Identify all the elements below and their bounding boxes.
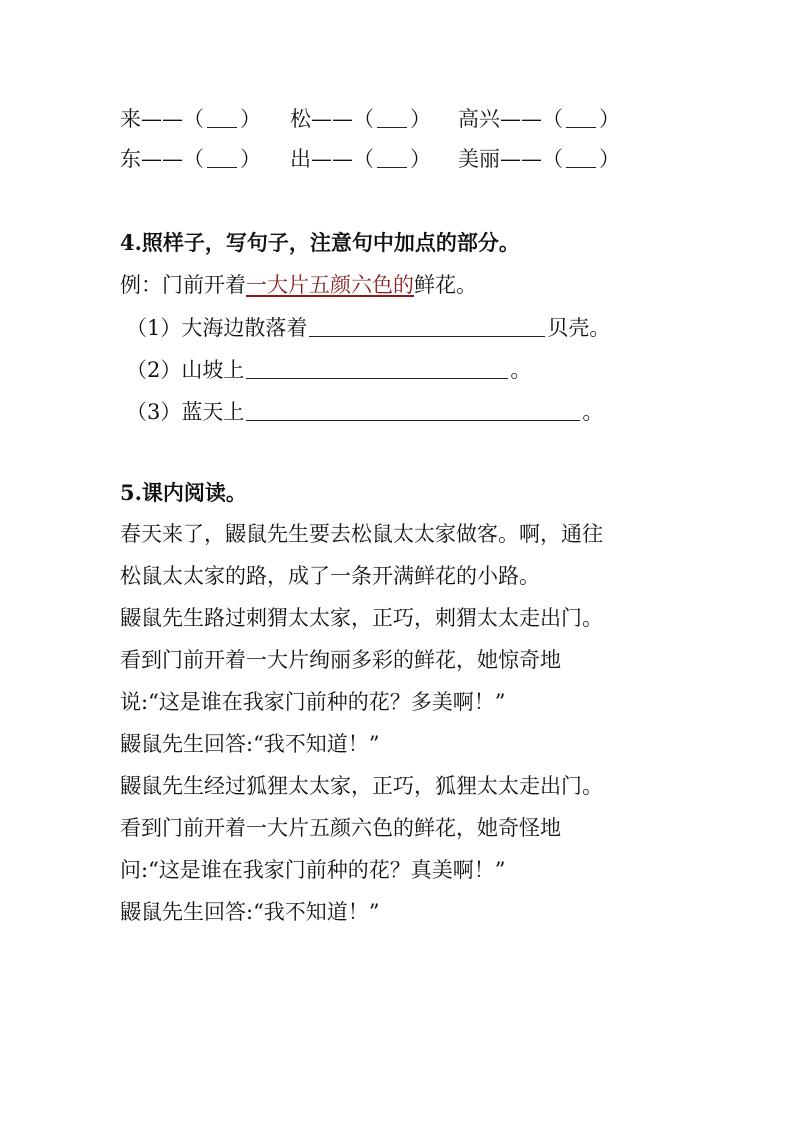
reading-line: 鼹鼠先生回答:“我不知道！” xyxy=(120,900,380,924)
antonym-item: 东——（ ） xyxy=(120,147,261,171)
exercise-item-1: （1）大海边散落着 贝壳。 xyxy=(126,316,611,340)
answer-blank[interactable] xyxy=(207,106,237,128)
answer-blank[interactable] xyxy=(566,106,596,128)
antonym-item: 松——（ ） xyxy=(290,107,431,131)
answer-blank[interactable] xyxy=(377,146,407,168)
antonym-row-1 xyxy=(120,104,620,134)
answer-blank[interactable] xyxy=(309,314,545,337)
answer-blank[interactable] xyxy=(566,146,596,168)
section-5-title: 5.课内阅读。 xyxy=(120,480,247,505)
reading-line: 春天来了，鼹鼠先生要去松鼠太太家做客。啊，通往 xyxy=(120,522,603,546)
answer-blank[interactable] xyxy=(246,398,580,421)
exercise-item-3: （3）蓝天上 。 xyxy=(126,400,604,424)
antonym-row-2 xyxy=(120,144,620,174)
antonym-item: 出——（ ） xyxy=(290,147,431,171)
example-highlight: 一大片五颜六色的 xyxy=(246,273,414,297)
reading-line: 问:“这是谁在我家门前种的花？真美啊！” xyxy=(120,858,506,882)
reading-line: 看到门前开着一大片绚丽多彩的鲜花，她惊奇地 xyxy=(120,648,561,672)
reading-line: 鼹鼠先生经过狐狸太太家，正巧，狐狸太太走出门。 xyxy=(120,774,603,798)
antonym-item: 美丽——（ ） xyxy=(458,147,620,171)
answer-blank[interactable] xyxy=(246,356,508,379)
antonym-item: 高兴——（ ） xyxy=(458,107,620,131)
reading-line: 说:“这是谁在我家门前种的花？多美啊！” xyxy=(120,690,506,714)
antonym-item: 来——（ ） xyxy=(120,107,261,131)
example-sentence: 例：门前开着一大片五颜六色的鲜花。 xyxy=(120,273,477,297)
section-4-title: 4.照样子，写句子，注意句中加点的部分。 xyxy=(120,230,520,255)
reading-line: 看到门前开着一大片五颜六色的鲜花，她奇怪地 xyxy=(120,816,561,840)
answer-blank[interactable] xyxy=(377,106,407,128)
reading-line: 鼹鼠先生路过刺猬太太家，正巧，刺猬太太走出门。 xyxy=(120,606,603,630)
answer-blank[interactable] xyxy=(207,146,237,168)
reading-line: 松鼠太太家的路，成了一条开满鲜花的小路。 xyxy=(120,564,540,588)
reading-line: 鼹鼠先生回答:“我不知道！” xyxy=(120,732,380,756)
exercise-item-2: （2）山坡上 。 xyxy=(126,358,532,382)
